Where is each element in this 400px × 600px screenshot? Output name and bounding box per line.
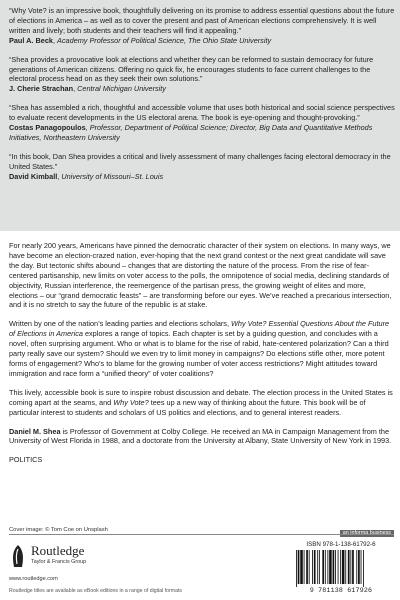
praise-quote	[9, 6, 395, 46]
barcode-number: 9 781138 617926	[309, 587, 373, 594]
description-paragraph: For nearly 200 years, Americans have pinned the democratic character of their system on elections. In many ways, we have become an election-crazed nation, ever-hoping that the next grand contest or the next great candidate will save the day. But tectonic shifts abound – changes that are distorting the nature of the process. From the rise of fear-centered partisanship, new limits on voter access to the polls, the omnipotence of social media, declining standards of objectivity, Russian interference, the reemergence of the partisan press, the growing weight of elites and more, elections – our “grand democratic feasts” – are transforming before our eyes. We’ve reached a precarious intersection, and it is no stretch to say the future of the republic is at stake.	[9, 241, 392, 310]
ebook-note: Routledge titles are available as eBook editions in a range of digital formats	[9, 588, 183, 594]
text-run: explores a range of topics. Each chapter is set by a guiding question, and concludes with a novel, often surprising argument. Who or what is to blame for the rise of rabid, hate-centered polarization? Can a third party really save our system? Should we even try to limit money in campaigns? Do elections stifle other, more potent forms of engagement? Who’s to blame for the growing number of voter access restrictions? Might attitudes toward immigration and race form a “unified theory” of voter coalitions?	[9, 329, 389, 378]
barcode-bar	[300, 550, 303, 584]
barcode-bar	[296, 550, 297, 587]
quote-author: J. Cherie Strachan	[9, 84, 74, 94]
barcode-bar	[345, 550, 346, 584]
quote-text: “Shea has assembled a rich, thoughtful and accessible volume that uses both historical and social science perspectives to evaluate recent developments in the US electoral arena. The book is eye-opening and thought-provoking.”	[9, 103, 395, 123]
author-name: Daniel M. Shea	[9, 426, 61, 436]
barcode-bar	[317, 550, 318, 584]
praise-quote	[9, 152, 395, 182]
divider	[9, 534, 394, 535]
publisher-url[interactable]: www.routledge.com	[9, 576, 58, 582]
description-paragraph	[9, 388, 393, 418]
barcode-bar	[338, 550, 339, 584]
barcode-block	[288, 541, 394, 597]
text-run: This lively, accessible book is sure to inspire robust discussion and debate. The election process in the United States is coming apart at the seams, and	[9, 387, 393, 407]
barcode-bar	[325, 550, 326, 584]
praise-quote	[9, 103, 395, 143]
text-run: Written by one of the nation’s leading parties and elections scholars,	[9, 319, 232, 329]
quote-author: Paul A. Beck	[9, 35, 53, 45]
quote-text: “Shea provides a provocative look at elections and whether they can be reformed to sustain democracy for future generations of American citizens. Offering no quick fix, he encourages students to face current challenges to the electoral process head on as they seek their own solutions.”	[9, 54, 374, 84]
barcode-bar	[352, 550, 354, 584]
barcode-bar	[350, 550, 351, 584]
subject-category: POLITICS	[9, 455, 43, 465]
barcode-bar	[298, 550, 300, 584]
quote-attribution: David Kimball, University of Missouri–St. Louis	[9, 171, 164, 181]
quote-text: “Why Vote? is an impressive book, thoughtfully delivering on its promise to address essential questions about the future of elections in America – as well as to cover the present and past of American elections comprehensively. It is well written and lively; both students and their teachers will find it appealing.”	[9, 6, 395, 35]
praise-quote	[9, 55, 395, 95]
barcode-icon	[294, 550, 388, 587]
barcode-bar	[335, 550, 336, 584]
quote-attribution: Costas Panagopoulos, Professor, Department of Political Science; Director, Big Data and Quantitative Methods Initiatives, Northeastern University	[9, 123, 373, 142]
barcode-bar	[322, 550, 324, 584]
quote-attribution: Paul A. Beck, Academy Professor of Political Science, The Ohio State University	[9, 35, 272, 45]
barcode-bar	[340, 550, 341, 584]
quote-author: David Kimball	[9, 171, 58, 181]
book-title: Why Vote? Essential Questions About the Future of Elections in America	[9, 319, 390, 339]
barcode-bar	[348, 550, 350, 584]
quote-author: Costas Panagopoulos	[9, 123, 86, 133]
quote-affiliation: University of Missouri–St. Louis	[61, 171, 164, 181]
author-bio-text: is Professor of Government at Colby College. He received an MA in Campaign Management from the University of West Florida in 1988, and a doctorate from the University at Albany, State University of New York in 1993.	[9, 426, 392, 446]
description-paragraph	[9, 319, 393, 378]
book-description	[9, 241, 393, 465]
publisher-logo	[9, 542, 129, 574]
barcode-bar	[319, 550, 320, 584]
quote-text: “In this book, Dan Shea provides a critical and lively assessment of many challenges facing electoral democracy in the United States.”	[9, 151, 391, 171]
publisher-group: Taylor & Francis Group	[31, 559, 87, 565]
barcode-bar	[358, 550, 360, 584]
cover-image-credit: Cover image: © Tom Coe on Unsplash	[9, 527, 108, 533]
barcode-bar	[304, 550, 305, 584]
isbn-label: ISBN 978-1-138-61792-6	[306, 541, 376, 548]
text-run: tees up a new way of thinking about the future. This book will be of particular interest to students and scholars of US politics and elections, and to general interest readers.	[9, 397, 366, 417]
barcode-bar	[327, 550, 328, 584]
barcode-bar	[306, 550, 308, 584]
praise-quotes	[9, 6, 395, 191]
barcode-bar	[312, 550, 313, 584]
barcode-bar	[329, 550, 332, 584]
informa-badge: an informa business	[340, 530, 394, 537]
barcode-bar	[356, 550, 357, 584]
quote-affiliation: Academy Professor of Political Science, The Ohio State University	[57, 35, 272, 45]
barcode-bar	[363, 550, 364, 587]
barcode-bar	[309, 550, 310, 584]
publisher-name: Routledge	[31, 543, 85, 558]
book-title: Why Vote?	[113, 397, 149, 407]
routledge-logo-icon	[9, 544, 27, 568]
quote-affiliation: Central Michigan University	[77, 84, 166, 94]
author-bio	[9, 427, 393, 447]
barcode-bar	[361, 550, 362, 584]
quote-affiliation: Professor, Department of Political Science; Director, Big Data and Quantitative Methods Initiatives, Northeastern University	[9, 123, 373, 142]
barcode-bar	[314, 550, 316, 584]
barcode-bar	[333, 550, 335, 584]
barcode-bar	[342, 550, 345, 584]
quote-attribution: J. Cherie Strachan, Central Michigan University	[9, 84, 166, 94]
